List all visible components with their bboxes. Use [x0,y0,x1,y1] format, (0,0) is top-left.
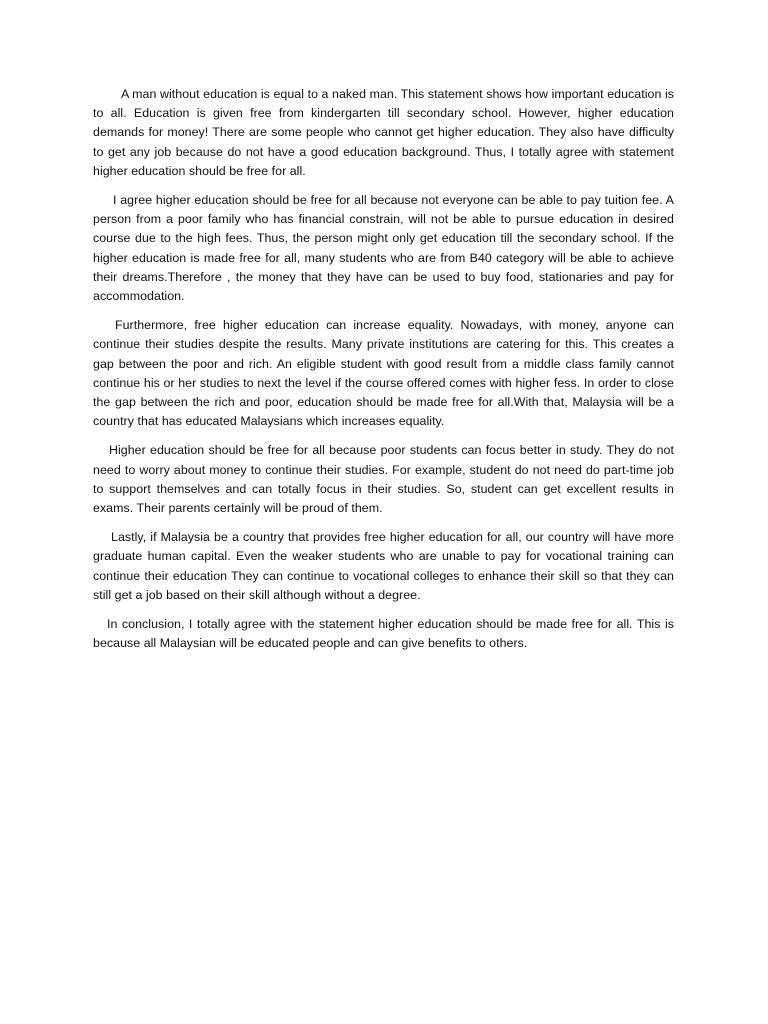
paragraph-equality: Furthermore, free higher education can increase equality. Nowadays, with money, anyone can continue their studies despite the results. Many private institutions are catering for this. This creates a gap between the poor and rich. An eligible student with good result from a middle class family cannot continue his or her studies to next the level if the course offered comes with higher fess. In order to close the gap between the rich and poor, education should be made free for all.With that, Malaysia will be a country that has educated Malaysians which increases equality. [93,318,674,429]
paragraph-focus-study: Higher education should be free for all because poor students can focus better in study. They do not need to worry about money to continue their studies. For example, student do not need do part-time job to support themselves and can totally focus in their studies. So, student can get excellent results in exams. Their parents certainly will be proud of them. [93,443,674,516]
document-page [93,85,674,663]
paragraph-conclusion: In conclusion, I totally agree with the statement higher education should be made free for all. This is because all Malaysian will be educated people and can give benefits to others. [93,617,674,651]
paragraph-human-capital: Lastly, if Malaysia be a country that provides free higher education for all, our country will have more graduate human capital. Even the weaker students who are unable to pay for vocational training can continue their education They can continue to vocational colleges to enhance their skill so that they can still get a job based on their skill although without a degree. [93,530,674,602]
paragraph-introduction: A man without education is equal to a naked man. This statement shows how important education is to all. Education is given free from kindergarten till secondary school. However, higher education demands for money! There are some people who cannot get higher education. They also have difficulty to get any job because do not have a good education background. Thus, I totally agree with statement higher education should be free for all. [93,87,674,178]
paragraph-tuition-fee: I agree higher education should be free for all because not everyone can be able to pay tuition fee. A person from a poor family who has financial constrain, will not be able to pursue education in desired course due to the high fees. Thus, the person might only get education till the secondary school. If the higher education is made free for all, many students who are from B40 category will be able to achieve their dreams.Therefore , the money that they have can be used to buy food, stationaries and pay for accommodation. [93,193,674,304]
